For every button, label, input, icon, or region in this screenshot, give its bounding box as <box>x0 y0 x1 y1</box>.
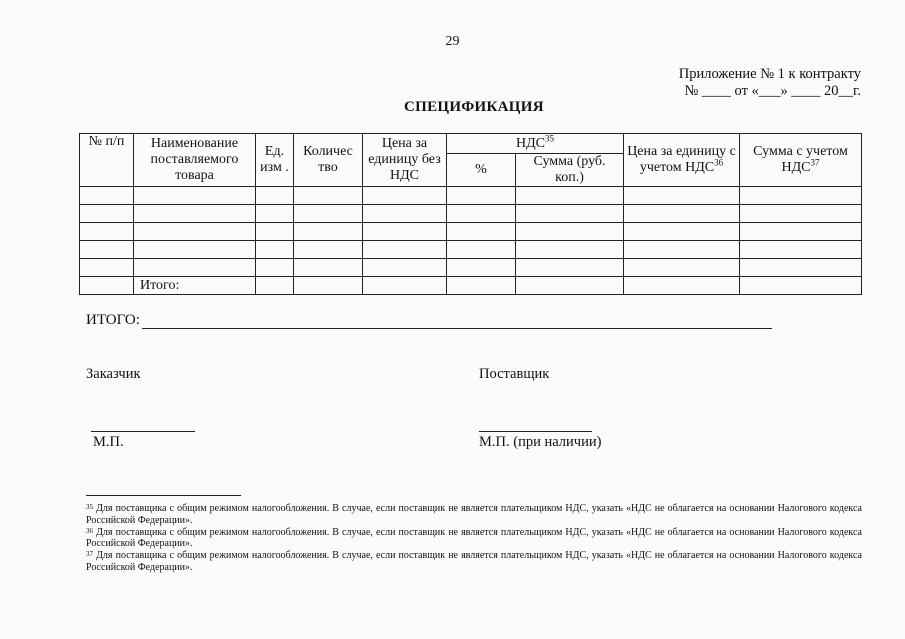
supplier-stamp-label: М.П. (при наличии) <box>479 434 602 450</box>
header-quantity: Количес тво <box>294 134 363 187</box>
page-number: 29 <box>445 34 460 49</box>
table-row <box>80 223 862 241</box>
header-vat <box>447 134 624 154</box>
footnote-ref-37: 37 <box>810 157 820 168</box>
header-price-without-vat: Цена за единицу без НДС <box>363 134 447 187</box>
appendix-line-2: № ____ от «___» ____ 20__г. <box>684 83 861 99</box>
table-row <box>80 241 862 259</box>
supplier-label: Поставщик <box>479 366 550 382</box>
total-row-label: Итого: <box>134 277 256 295</box>
footnote-ref-35: 35 <box>545 132 554 143</box>
footnote-rule <box>86 495 241 496</box>
header-vat-sum: Сумма (руб. коп.) <box>516 154 624 187</box>
footnote-text: Для поставщика с общим режимом налогообложения. В случае, если поставщик не является плательщиком НДС, указать «НДС не облагается на основании Налогового кодекса Российской Федерации». <box>86 503 862 526</box>
footnote-36 <box>86 527 862 551</box>
header-num: № п/п <box>80 134 134 187</box>
header-price-with-vat <box>624 134 740 187</box>
footnote-number: 37 <box>86 550 93 559</box>
supplier-signature-line <box>479 431 592 432</box>
footnote-number: 35 <box>86 503 93 511</box>
header-product-name: Наименование поставляемого товара <box>134 134 256 187</box>
header-total-with-vat-label: Сумма с учетом НДС <box>753 144 848 175</box>
appendix-line-1: Приложение № 1 к контракту <box>678 66 861 82</box>
footnote-ref-36: 36 <box>714 157 724 168</box>
customer-signature-line <box>91 431 195 432</box>
header-unit: Ед. изм . <box>256 134 294 187</box>
specification-table <box>79 133 862 295</box>
table-row <box>80 187 862 205</box>
footnote-text: Для поставщика с общим режимом налогообложения. В случае, если поставщик не является плательщиком НДС, указать «НДС не облагается на основании Налогового кодекса Российской Федерации». <box>86 550 862 573</box>
grand-total-line <box>142 328 772 329</box>
footnote-35 <box>86 503 862 527</box>
document-title: СПЕЦИФИКАЦИЯ <box>404 99 544 115</box>
header-price-with-vat-label: Цена за единицу с учетом НДС <box>627 144 736 175</box>
table-row <box>80 259 862 277</box>
grand-total-label: ИТОГО: <box>86 312 140 328</box>
footnotes <box>86 503 862 574</box>
table-row <box>80 205 862 223</box>
customer-stamp-label: М.П. <box>93 434 124 450</box>
footnote-37 <box>86 550 862 574</box>
footnote-number: 36 <box>86 526 93 535</box>
appendix-reference <box>679 66 861 100</box>
header-vat-percent: % <box>447 154 516 187</box>
header-vat-label: НДС <box>516 135 545 151</box>
total-row <box>80 277 862 295</box>
header-total-with-vat <box>740 134 862 187</box>
customer-label: Заказчик <box>86 366 141 382</box>
footnote-text: Для поставщика с общим режимом налогообложения. В случае, если поставщик не является плательщиком НДС, указать «НДС не облагается на основании Налогового кодекса Российской Федерации». <box>86 526 862 550</box>
